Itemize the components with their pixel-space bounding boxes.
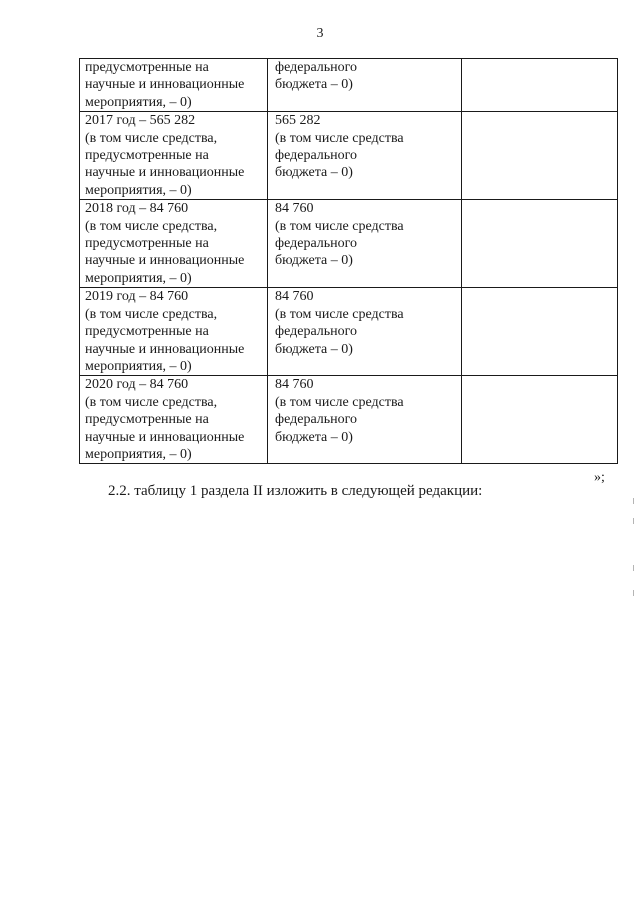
cell-line: федерального [275, 324, 358, 340]
cell-line: (в том числе средства, [85, 218, 218, 234]
cell-line: (в том числе средства [275, 394, 404, 410]
cell-line: научные и инновационные [85, 429, 245, 445]
page-number: 3 [316, 26, 324, 41]
cell-line: мероприятия, – 0) [85, 94, 192, 110]
scan-artifact [633, 590, 634, 596]
cell-line: федерального [275, 148, 358, 164]
cell-line: (в том числе средства [275, 218, 404, 234]
table-row [80, 59, 618, 112]
cell-line: научные и инновационные [85, 165, 245, 181]
scan-artifact [633, 498, 634, 504]
cell-line: федерального [275, 60, 358, 75]
cell-line: мероприятия, – 0) [85, 182, 192, 198]
empty-cell [462, 376, 618, 464]
instruction-paragraph: 2.2. таблицу 1 раздела II изложить в следующей редакции: [108, 483, 483, 499]
federal-funding-cell [268, 376, 462, 464]
federal-funding-cell [268, 200, 462, 288]
amount-line: 84 760 [275, 201, 314, 217]
cell-line: предусмотренные на [85, 60, 209, 75]
cell-line: федерального [275, 412, 358, 428]
total-funding-cell [80, 376, 268, 464]
year-total-line: 2018 год – 84 760 [85, 201, 189, 217]
empty-cell [462, 288, 618, 376]
year-total-line: 2017 год – 565 282 [85, 113, 196, 129]
cell-line: бюджета – 0) [275, 77, 353, 93]
scan-artifact [633, 565, 634, 571]
empty-cell [462, 112, 618, 200]
cell-line: бюджета – 0) [275, 341, 353, 357]
cell-line: предусмотренные на [85, 148, 209, 164]
cell-line: научные и инновационные [85, 341, 245, 357]
cell-line: федерального [275, 236, 358, 252]
total-funding-cell [80, 59, 268, 112]
table-row [80, 200, 618, 288]
table-row [80, 376, 618, 464]
total-funding-cell [80, 288, 268, 376]
closing-quote-mark: »; [594, 470, 605, 485]
table-row [80, 288, 618, 376]
amount-line: 84 760 [275, 377, 314, 393]
amount-line: 565 282 [275, 113, 321, 129]
year-total-line: 2019 год – 84 760 [85, 289, 189, 305]
federal-funding-cell [268, 112, 462, 200]
federal-funding-cell [268, 288, 462, 376]
cell-line: предусмотренные на [85, 324, 209, 340]
cell-line: (в том числе средства, [85, 130, 218, 146]
cell-line: (в том числе средства, [85, 306, 218, 322]
cell-line: научные и инновационные [85, 253, 245, 269]
cell-line: мероприятия, – 0) [85, 446, 192, 462]
funding-table [79, 58, 618, 464]
total-funding-cell [80, 112, 268, 200]
federal-funding-cell [268, 59, 462, 112]
cell-line: (в том числе средства, [85, 394, 218, 410]
empty-cell [462, 59, 618, 112]
cell-line: бюджета – 0) [275, 429, 353, 445]
cell-line: мероприятия, – 0) [85, 270, 192, 286]
scan-artifact [633, 518, 634, 524]
cell-line: (в том числе средства [275, 130, 404, 146]
cell-line: предусмотренные на [85, 412, 209, 428]
year-total-line: 2020 год – 84 760 [85, 377, 189, 393]
cell-line: бюджета – 0) [275, 253, 353, 269]
total-funding-cell [80, 200, 268, 288]
cell-line: научные и инновационные [85, 77, 245, 93]
cell-line: (в том числе средства [275, 306, 404, 322]
cell-line: предусмотренные на [85, 236, 209, 252]
cell-line: мероприятия, – 0) [85, 358, 192, 374]
table-row [80, 112, 618, 200]
empty-cell [462, 200, 618, 288]
cell-line: бюджета – 0) [275, 165, 353, 181]
amount-line: 84 760 [275, 289, 314, 305]
